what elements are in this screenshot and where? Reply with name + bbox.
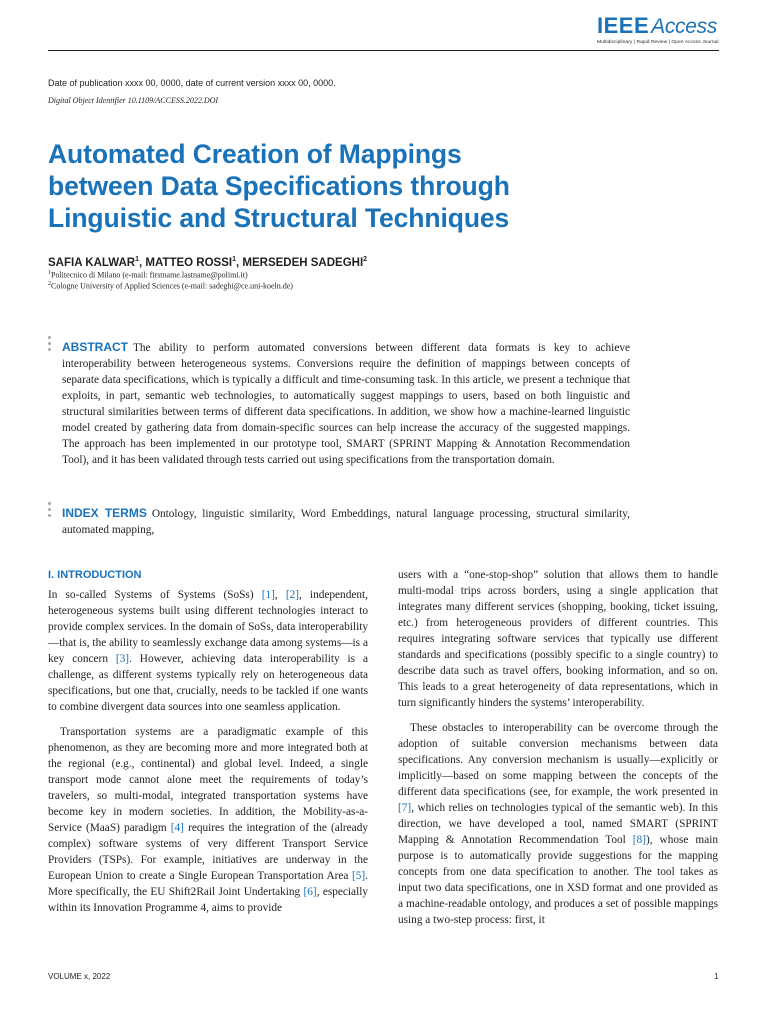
body-paragraph [398, 567, 718, 711]
citation-link[interactable]: [1] [261, 589, 275, 601]
index-terms-text: Ontology, linguistic similarity, Word Embeddings, natural language processing, structural similarity, automated mapping, [62, 508, 630, 536]
title-line: Automated Creation of Mappings [48, 139, 462, 169]
citation-link[interactable]: [8] [632, 834, 646, 846]
header-rule [48, 50, 719, 51]
abstract-text: The ability to perform automated conversions between different data formats is key to achieve interoperability between heterogeneous systems. Conversions require the definition of mappings between concepts of separate data specifications, which is typically a difficult and time-consuming task. In this article, we present a technique that exploits, in part, semantic web technologies, to automatically suggest mappings to users, based on both linguistic and structural similarities between terms of different data specifications. In addition, we show how a machine-learned linguistic model created by gathering data from domain-specific sources can help increase the accuracy of the suggested mappings. The approach has been implemented in our prototype tool, SMART (SPRINT Mapping & Annotation Recommendation Tool), and it has been validated through tests carried out using specifications from the transportation domain. [62, 342, 630, 466]
body-text: These obstacles to interoperability can be overcome through the adoption of suitable conversion mechanisms between data specifications. Any conversion mechanism is usually—explicitly or implicitly—based on some mapping between the concepts of the different data specifications (see, for example, the work presented in [398, 722, 718, 798]
affiliation-text: Politecnico di Milano (e-mail: firstname.lastname@polimi.it) [51, 270, 248, 280]
right-paragraphs [398, 567, 718, 928]
citation-link[interactable]: [2] [285, 589, 300, 601]
logo-access-text: Access [651, 15, 718, 38]
body-text: , especially within its Innovation Programme 4, aims to provide [48, 886, 368, 914]
affiliation-mark: 2 [48, 281, 51, 287]
body-column-right [398, 567, 718, 928]
affiliation-mark: 1 [48, 270, 51, 276]
title-line: between Data Specifications through [48, 171, 510, 201]
ieee-access-logo [597, 14, 719, 45]
doi: Digital Object Identifier 10.1109/ACCESS.2022.DOI [48, 96, 219, 105]
abstract [62, 339, 630, 468]
citation-link[interactable]: [3] [115, 653, 130, 665]
body-paragraph [48, 587, 368, 715]
citation-link[interactable]: [7] [398, 802, 412, 814]
index-terms-marker-dots [48, 502, 52, 520]
body-column-left [48, 567, 368, 916]
body-text: , which relies on technologies typical of the semantic web). In this direction, we have developed a tool, named SMART (SPRINT Mapping & Annotation Recommendation Tool [398, 802, 718, 846]
author-affiliation-mark: 2 [363, 256, 368, 263]
page-number: 1 [714, 972, 719, 981]
body-text: , independent, heterogeneous systems built using different technologies interact to provide complex services. In the domain of SoSs, data interoperability—that is, the ability to seamlessly exchange data among systems—is a key concern [48, 589, 368, 665]
body-text: In so-called Systems of Systems (SoSs) [48, 589, 262, 601]
citation-link[interactable]: [4] [170, 822, 184, 834]
title-line: Linguistic and Structural Techniques [48, 203, 510, 233]
logo-ieee-text: IEEE [597, 13, 650, 38]
author-list: SAFIA KALWAR$^1$, MATTEO ROSSI$^1$, MERSEDEH SADEGHI$^2$ [48, 256, 368, 269]
body-text: users with a “one-stop-shop” solution that allows them to handle multi-modal trips across borders, using a single application that integrates many different services (shopping, booking, ticket issuing, etc.) from heterogeneous providers of different countries. This requires integrating software services that typically use different standards and specifications (possibly specific to a single country) to describe data such as travel offers, booking information, and so on. This leads to a great heterogeneity of data representations, which in turn significantly hinders the systems’ interoperability. [398, 569, 718, 709]
body-text: requires the integration of the (already complex) software systems of very different Transport Service Providers (TSPs). For example, initiatives are underway in the European Union to create a Single European Transportation Area [48, 822, 368, 882]
section-heading: I. INTRODUCTION [48, 569, 142, 581]
body-text: Transportation systems are a paradigmatic example of this phenomenon, as they are becoming more and more integrated both at the regional (e.g., continental) and global level. Indeed, a single transport mode cannot alone meet the requirements of today’s travelers, so multi-modal, integrated transportation systems have become key in modern societies. In addition, the Mobility-as-a-Service (MaaS) paradigm [48, 726, 368, 834]
author-name: MERSEDEH SADEGHI [242, 256, 364, 269]
publication-date: Date of publication xxxx 00, 0000, date of current version xxxx 00, 0000. [48, 78, 336, 88]
author-affiliation-mark: 1 [135, 256, 140, 263]
left-paragraphs [48, 587, 368, 916]
body-paragraph [48, 724, 368, 916]
body-text: . More specifically, the EU Shift2Rail Joint Undertaking [48, 870, 368, 898]
body-text: , [274, 589, 286, 601]
citation-link[interactable]: [6] [303, 886, 317, 898]
body-paragraph [398, 720, 718, 928]
body-text: ), whose main purpose is to automatically provide suggestions for the mapping concepts from one data specification to another. The tool takes as input two data specifications, one in XSD format and one provided as a machine-readable ontology, and produces a set of possible mappings using a two-step process: first, it [398, 834, 718, 926]
author-name: MATTEO ROSSI [145, 256, 233, 269]
citation-link[interactable]: [5] [351, 870, 366, 882]
affiliation-text: Cologne University of Applied Sciences (e-mail: sadeghi@ce.uni-koeln.de) [51, 281, 293, 291]
affiliation [48, 281, 293, 291]
footer-volume: VOLUME x, 2022 [48, 972, 111, 981]
index-terms [62, 505, 630, 538]
abstract-marker-dots [48, 336, 52, 354]
author-name: SAFIA KALWAR [48, 256, 136, 269]
paper-title [48, 138, 688, 234]
logo-tagline: Multidisciplinary | Rapid Review | Open Access Journal [597, 40, 719, 45]
affiliation [48, 270, 248, 280]
abstract-label: ABSTRACT [62, 340, 128, 354]
author-affiliation-mark: 1 [232, 256, 236, 263]
body-text: . However, achieving data interoperability is a challenge, as different systems typically rely on heterogeneous data specifications, but one that, crucially, needs to be tackled if one wants to combine divergent data sources into one seamless application. [48, 653, 368, 713]
index-terms-label: INDEX TERMS [62, 506, 147, 520]
